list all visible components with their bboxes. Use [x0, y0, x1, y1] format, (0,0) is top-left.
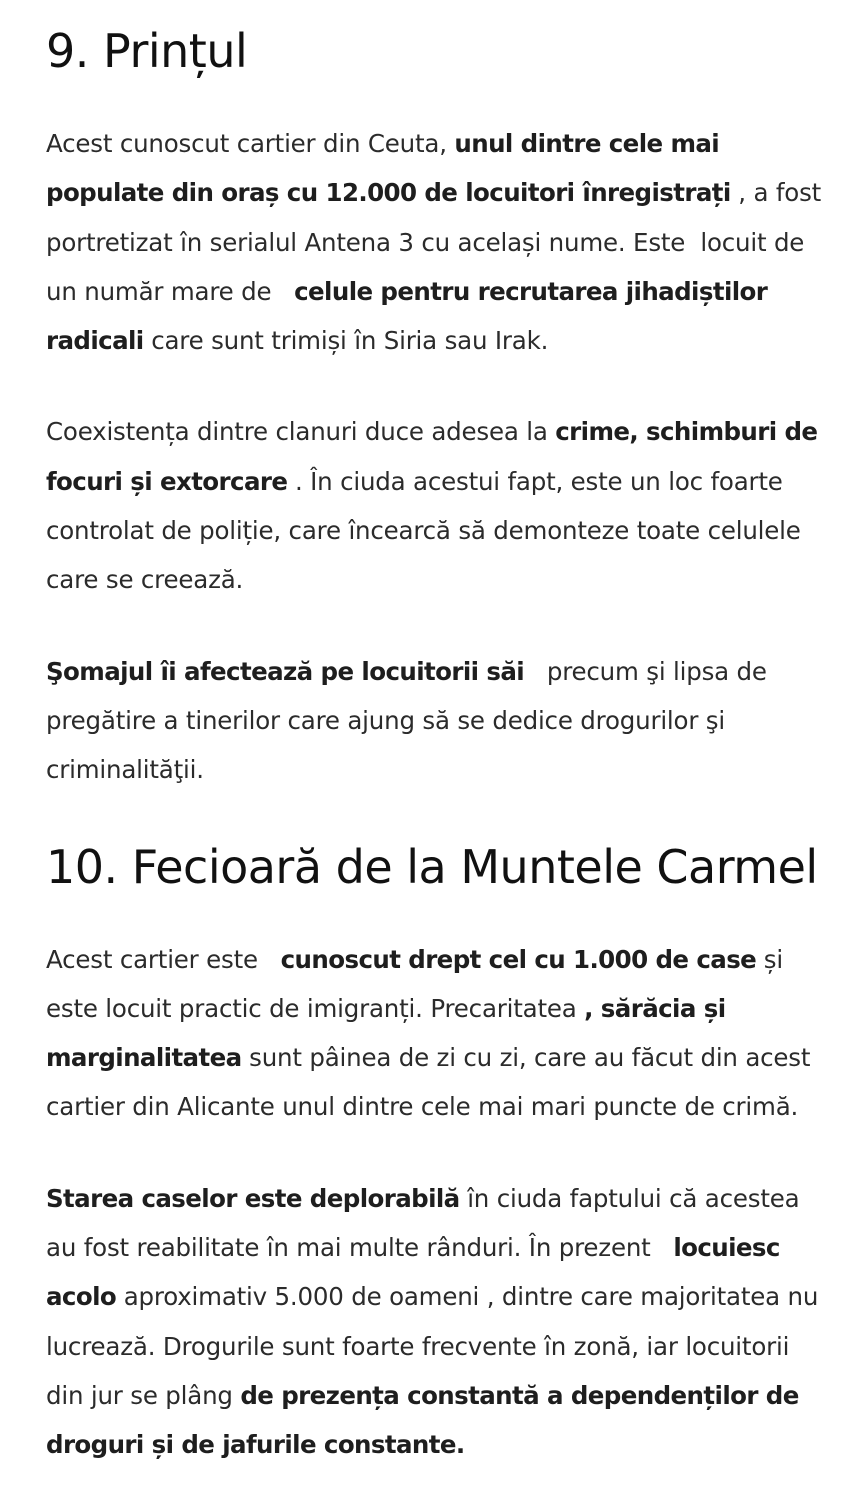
bold-text-run: de prezența constantă a dependenților de droguri și de jafurile constante. [46, 1380, 799, 1460]
text-run: Acest cartier este [46, 944, 281, 974]
text-run: . În ciuda acestui fapt, este un loc foarte controlat de poliție, care încearcă să demonteze toate celulele care se creează. [46, 466, 801, 595]
text-run: Coexistența dintre clanuri duce adesea la [46, 417, 556, 447]
text-run: precum şi lipsa de pregătire a tinerilor care ajung să se dedice drogurilor şi criminalităţii. [46, 656, 775, 785]
bold-text-run: , sărăcia și marginalitatea [46, 993, 726, 1073]
bold-text-run: Şomajul îi afectează pe locuitorii săi [46, 656, 525, 686]
section-heading-printul: 9. Prințul [46, 24, 248, 78]
bold-text-run: cunoscut drept cel cu 1.000 de case [280, 944, 757, 974]
bold-text-run: locuiesc acolo [46, 1233, 780, 1312]
paragraph-fecioara-1 [46, 935, 823, 1132]
text-run: și este locuit practic de imigranți. Precaritatea [46, 944, 783, 1023]
text-run: sunt pâinea de zi cu zi, care au făcut din acest cartier din Alicante unul dintre cele mai mari puncte de crimă. [46, 1043, 811, 1122]
text-run: , a fost portretizat în serialul Antena 3 cu același nume. Este locuit de un număr mare de [46, 178, 829, 306]
text-run: aproximativ 5.000 de oameni , dintre care majoritatea nu lucrează. Drogurile sunt foarte frecvente în zonă, iar locuitorii din jur se plâng [46, 1282, 819, 1410]
section-heading-fecioara: 10. Fecioară de la Muntele Carmel [46, 839, 818, 894]
paragraph-fecioara-2 [46, 1174, 823, 1470]
text-run: în ciuda faptului că acestea au fost reabilitate în mai multe rânduri. În prezent [46, 1183, 808, 1263]
paragraph-printul-1 [46, 119, 829, 365]
bold-text-run: celule pentru recrutarea jihadiștilor radicali [46, 276, 768, 356]
text-run: Acest cunoscut cartier din Ceuta, [46, 129, 455, 158]
bold-text-run: unul dintre cele mai populate din oraș cu 12.000 de locuitori înregistrați [46, 129, 731, 208]
paragraph-printul-2 [46, 407, 823, 604]
text-run: care sunt trimiși în Siria sau Irak. [143, 326, 549, 356]
bold-text-run: Starea caselor este deplorabilă [46, 1183, 460, 1213]
bold-text-run: crime, schimburi de focuri și extorcare [46, 417, 818, 496]
paragraph-printul-3 [46, 647, 823, 795]
